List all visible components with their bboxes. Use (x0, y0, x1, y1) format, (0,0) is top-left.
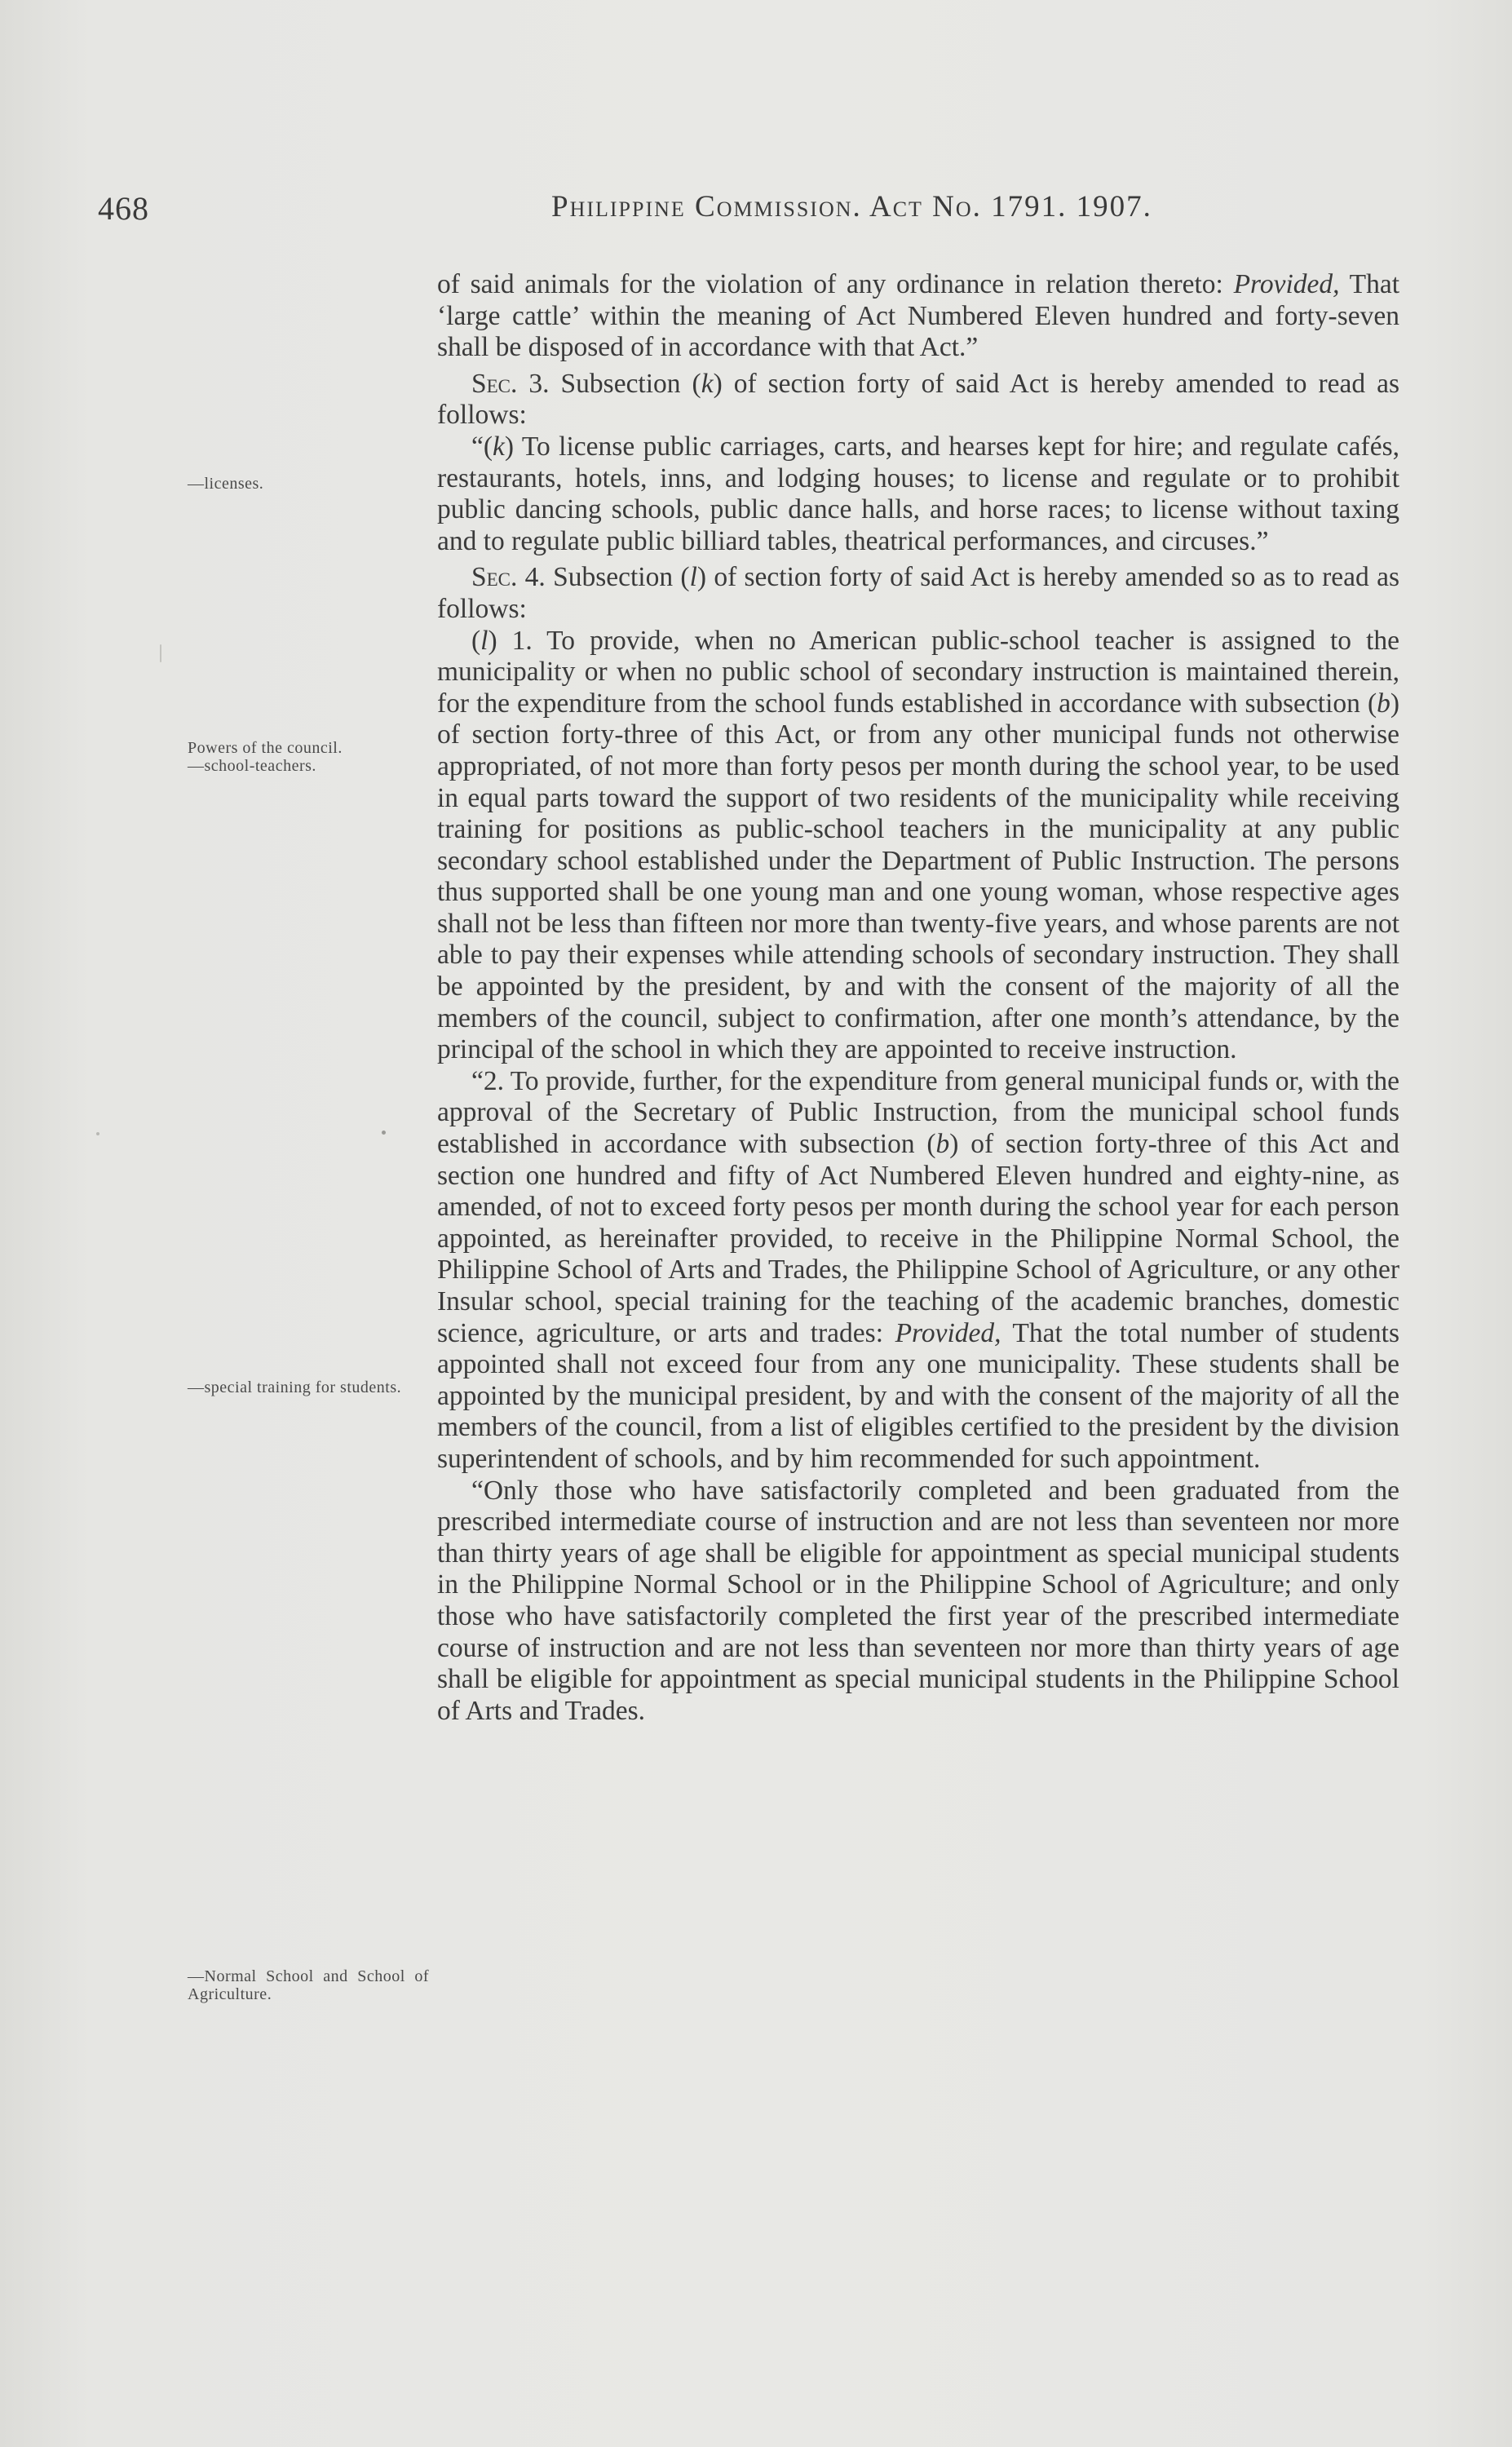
text-span: ) To license public carriages, carts, and hearses kept for hire; and regulate cafés, restaurants, hotels, inns, and lodging houses; to license and regulate or to prohibit public dancing schools, public dance halls, and horse races; to license without taxing and to regulate public billiard tables, theatrical performances, and circuses.” (437, 431, 1399, 556)
paragraph-subsection-k (437, 431, 1399, 557)
margin-note-licenses: —licenses. (188, 475, 264, 493)
paragraph-1 (437, 269, 1399, 364)
paragraph-sec-4 (437, 562, 1399, 625)
body-text (437, 269, 1399, 1727)
paragraph-eligibility (437, 1476, 1399, 1728)
scan-speck (382, 1131, 386, 1135)
margin-note-normal-school: —Normal School and School of Agriculture. (188, 1967, 429, 2003)
margin-note-powers-of-council: Powers of the council. —school-teachers. (188, 739, 343, 775)
text-span: k (493, 431, 505, 462)
running-head-text: Philippine Commission. Act No. 1791. 1907. (551, 190, 1152, 223)
text-span: ) of section forty-three of this Act and section one hundred and fifty of Act Numbered Eleven hundred and eighty-nine, as amended, of not to exceed forty pesos per month during the school year for each person appointed, as hereinafter provided, to receive in the Philippine Normal School, the Philippine School of Arts and Trades, the Philippine School of Agriculture, or any other Insular school, special training for the teaching of the academic branches, domestic science, agriculture, or arts and trades: (437, 1129, 1400, 1348)
text-span: “( (471, 431, 493, 462)
text-span: b (935, 1129, 950, 1160)
running-head (551, 189, 1367, 224)
text-span: of said animals for the violation of any ordinance in relation thereto: (437, 269, 1234, 299)
text-span: Subsection ( (545, 562, 690, 593)
text-span: That the total number of students appointed shall not exceed four from any one municipality. These students shall be appointed by the municipal president, by and with the consent of the majority of all the members of the council, from a list of eligibles certified to the president by the division superintendent of schools, and by him recommended for such appointment. (437, 1317, 1399, 1474)
text-span: ( (471, 625, 481, 656)
paragraph-subsection-l-2 (437, 1066, 1399, 1476)
text-span: ) of section forty-three of this Act, or from any other municipal funds not otherwise appropriated, of not more than forty pesos per month during the school year, to be used in equal parts toward the support of two residents of the municipality while receiving training for positions as public-school teachers in the municipality at any public secondary school established under the Department of Public Instruction. The persons thus supported shall be one young man and one young woman, whose respective ages shall not be less than fifteen nor more than twenty-five years, and whose parents are not able to pay their expenses while attending schools of secondary instruction. They shall be appointed by the president, by and with the consent of the majority of all the members of the council, subject to confirmation, after one month’s attendance, by the principal of the school in which they are appointed to receive instruction. (437, 688, 1399, 1065)
text-span: ) of section forty of said Act is hereby amended to read as follows: (437, 368, 1399, 431)
text-span: That ‘large cattle’ within the meaning of Act Numbered Eleven hundred and forty-seven shall be disposed of in accordance with that Act.” (437, 269, 1399, 363)
text-span: Provided, (895, 1317, 1001, 1348)
scan-speck (96, 1132, 99, 1135)
text-span: “2. To provide, further, for the expenditure from general municipal funds or, with the approval of the Secretary of Public Instruction, from the municipal school funds established in accordance with subsection ( (437, 1065, 1399, 1160)
text-span: ) of section forty of said Act is hereby amended so as to read as follows: (437, 562, 1399, 624)
text-span: b (1377, 688, 1390, 719)
margin-note-special-training: —special training for students. (188, 1378, 402, 1396)
paragraph-sec-3 (437, 369, 1399, 431)
text-span: l (480, 625, 489, 656)
paragraph-subsection-l-1 (437, 626, 1399, 1066)
scan-speck (160, 644, 161, 662)
text-span: ) 1. To provide, when no American public-school teacher is assigned to the municipality or when no public school of secondary instruction is maintained therein, for the expenditure from the school funds established in accordance with subsection ( (437, 625, 1399, 719)
section-label: Sec. 3. (471, 368, 550, 399)
text-span: Provided, (1233, 269, 1340, 299)
text-span: “Only those who have satisfactorily completed and been graduated from the prescribed intermediate course of instruction and are not less than seventeen nor more than thirty years of age shall be eligible for appointment as special municipal students in the Philippine Normal School or in the Philippine School of Agriculture; and only those who have satisfactorily completed the first year of the prescribed intermediate course of instruction and are not less than seventeen nor more than thirty years of age shall be eligible for appointment as special municipal students in the Philippine School of Arts and Trades. (437, 1475, 1399, 1726)
page-number: 468 (98, 190, 149, 227)
text-span: l (689, 562, 697, 593)
text-span: Subsection ( (549, 368, 701, 399)
text-span: k (701, 368, 714, 399)
section-label: Sec. 4. (471, 562, 546, 593)
